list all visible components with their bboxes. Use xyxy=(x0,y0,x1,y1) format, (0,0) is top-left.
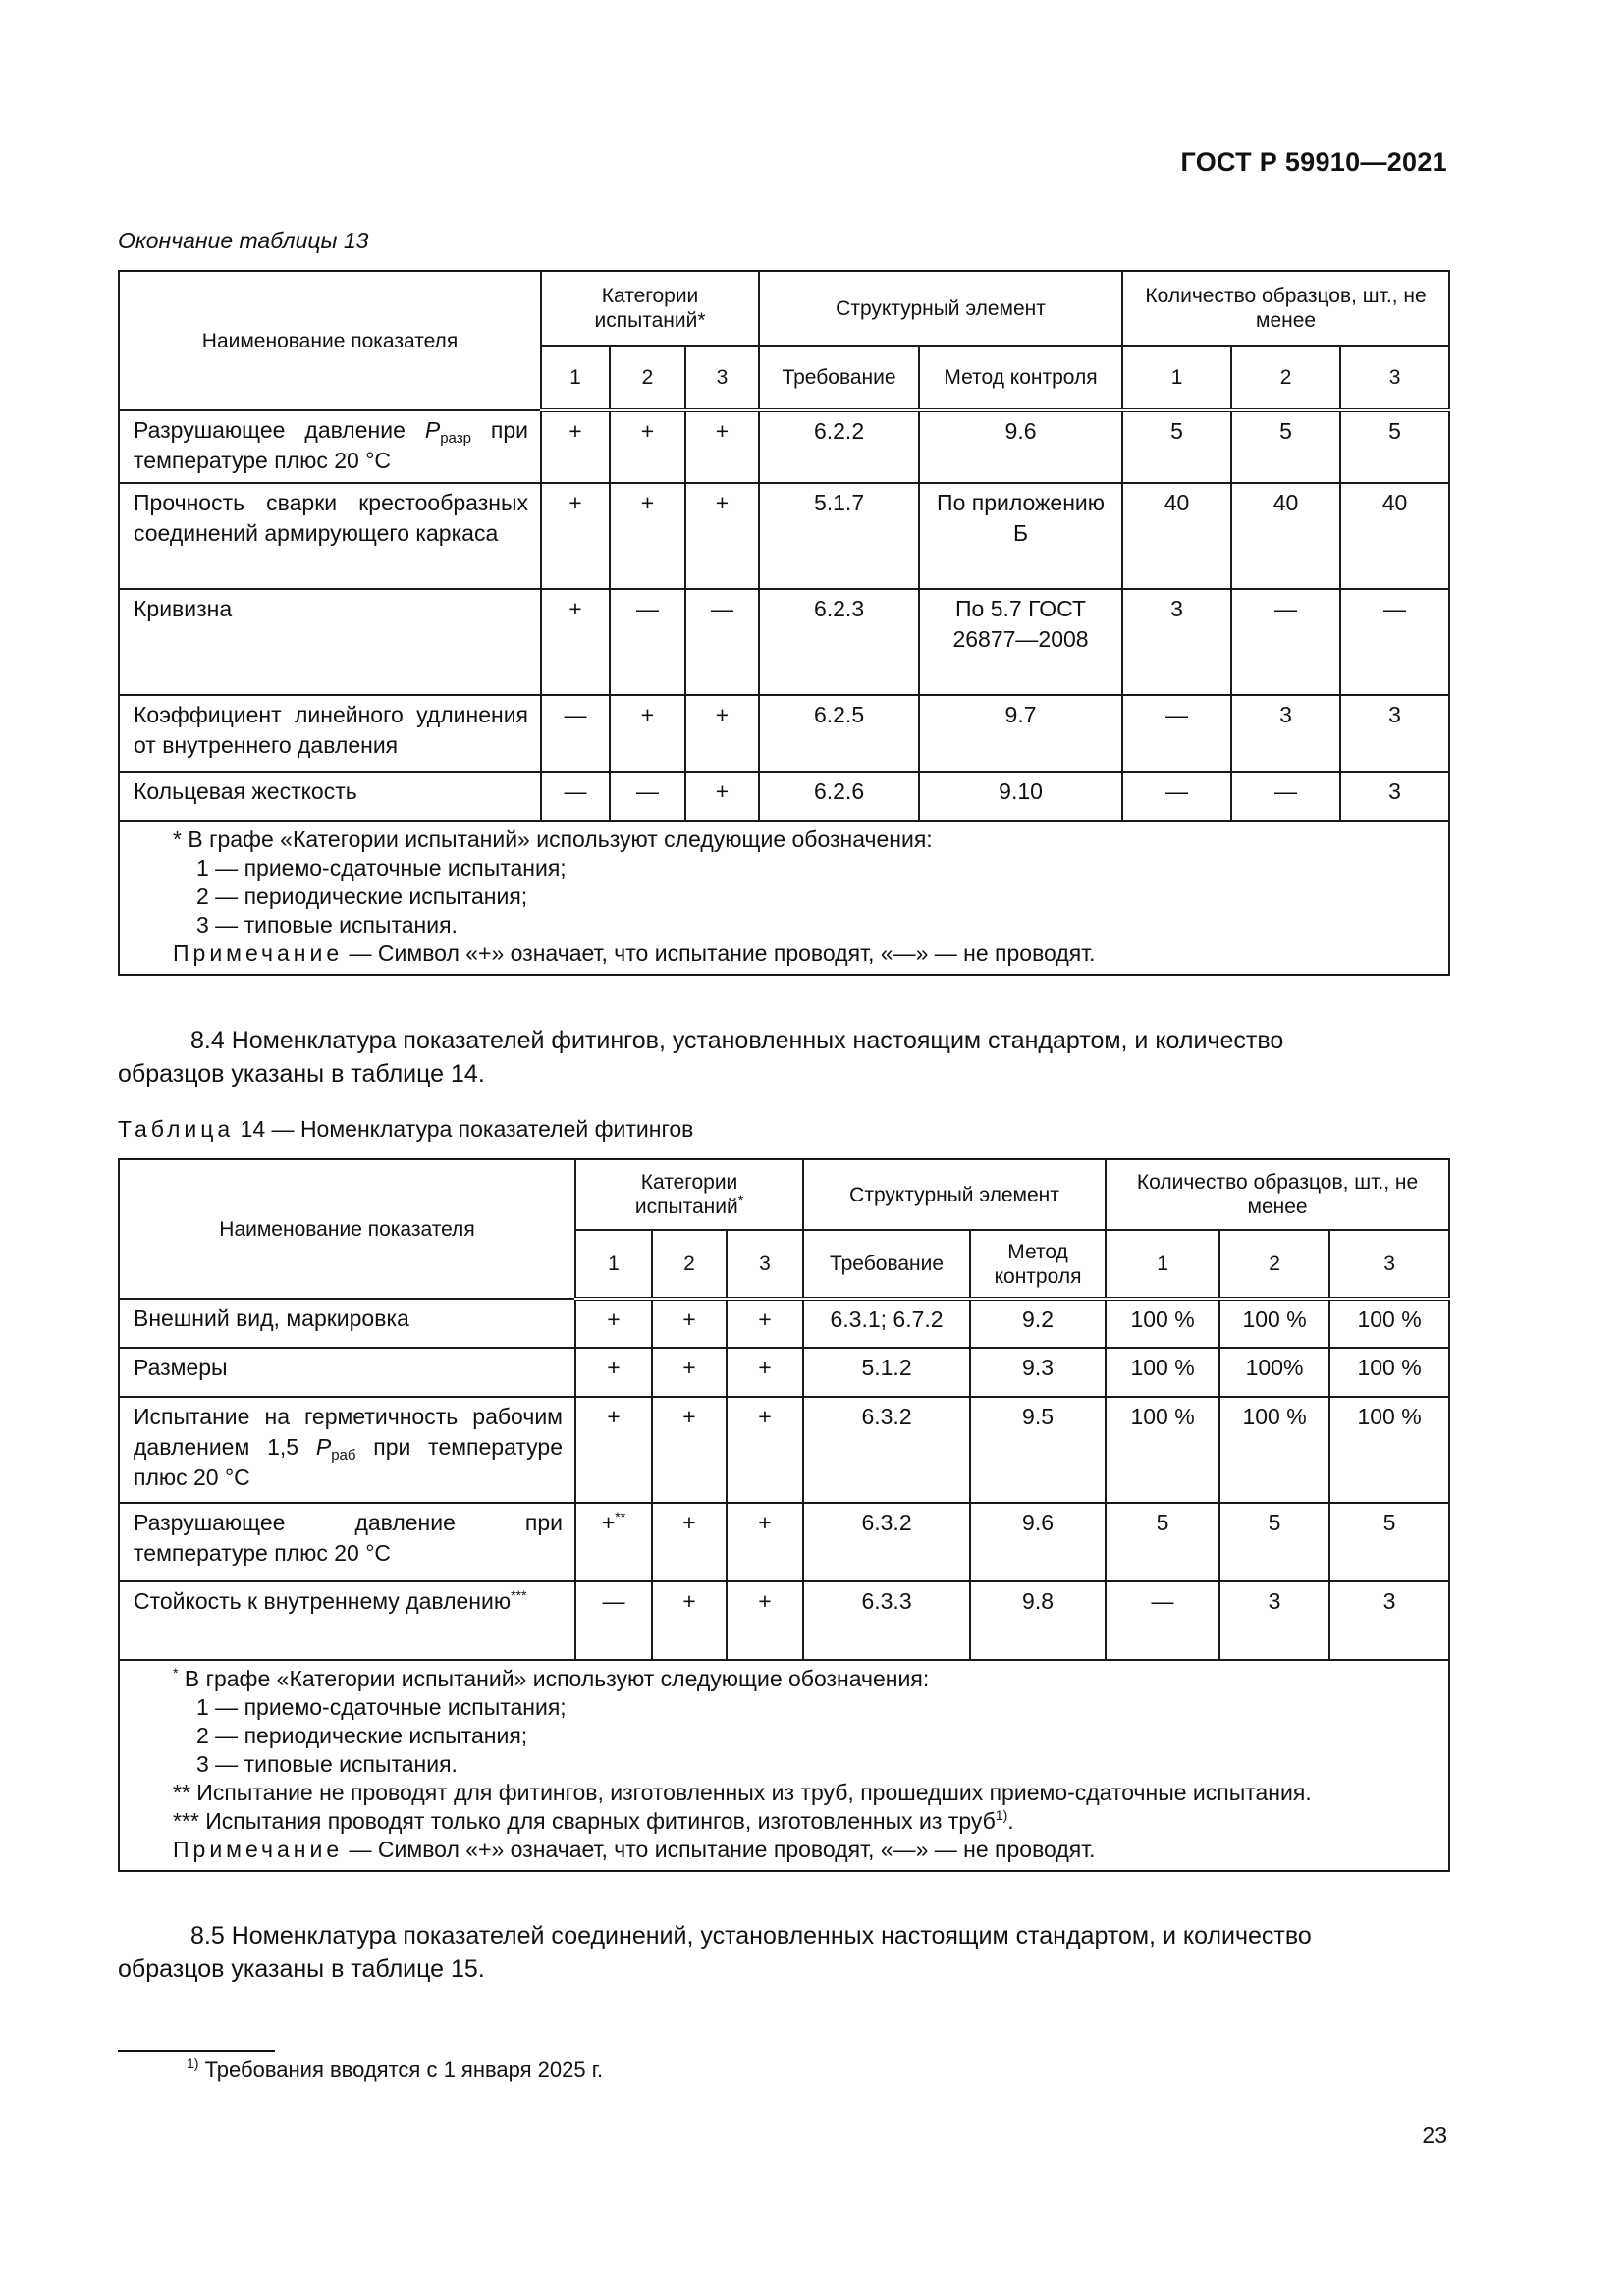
header-category-2: 2 xyxy=(652,1230,727,1299)
cell-samples-2: 5 xyxy=(1219,1503,1329,1581)
cell-category-2: + xyxy=(652,1299,727,1348)
cell-method: 9.2 xyxy=(970,1299,1106,1348)
cell-category-3: + xyxy=(685,410,759,483)
header-structural-element: Структурный элемент xyxy=(803,1159,1106,1230)
note-category-2: 2 — периодические испытания; xyxy=(196,883,528,909)
table-row xyxy=(119,589,1449,695)
document-standard-header: ГОСТ Р 59910—2021 xyxy=(1180,147,1447,177)
header-control-method: Метод контроля xyxy=(919,346,1122,410)
table14-notes xyxy=(119,1660,1449,1871)
cell-requirement: 6.2.6 xyxy=(759,772,919,821)
cell-category-2: + xyxy=(610,695,685,772)
cell-samples-1: 100 % xyxy=(1106,1397,1219,1503)
cell-category-3: + xyxy=(727,1503,803,1581)
footnote: $^{1)}$ Требования вводятся с 1 января 2025 г. xyxy=(187,2056,604,2082)
header-samples-3: 3 xyxy=(1340,346,1449,410)
note-symbol-meaning: Примечание — Символ «+» означает, что испытание проводят, «—» — не проводят. xyxy=(173,1837,1096,1862)
table13-caption: Окончание таблицы 13 xyxy=(118,228,369,253)
cell-category-2: + xyxy=(652,1397,727,1503)
header-test-categories: Категории испытаний* xyxy=(575,1159,803,1230)
table-row xyxy=(119,695,1449,772)
cell-samples-1: 5 xyxy=(1122,410,1231,483)
cell-samples-2: 3 xyxy=(1219,1581,1329,1660)
cell-category-2: + xyxy=(610,410,685,483)
cell-requirement: 6.2.3 xyxy=(759,589,919,695)
row-name: Разрушающее давление $P_{разр}$ при температуре плюс 20 °С xyxy=(119,410,541,483)
cell-category-2: + xyxy=(652,1348,727,1397)
cell-samples-1: 5 xyxy=(1106,1503,1219,1581)
header-samples-3: 3 xyxy=(1329,1230,1449,1299)
note-category-3: 3 — типовые испытания. xyxy=(196,1751,458,1777)
cell-samples-3: — xyxy=(1340,589,1449,695)
note-symbol-meaning: Примечание — Символ «+» означает, что испытание проводят, «—» — не проводят. xyxy=(173,940,1096,966)
note-triple-star: *** Испытания проводят только для сварных фитингов, изготовленных из труб$^{1)}$. xyxy=(173,1807,1014,1834)
cell-samples-1: — xyxy=(1122,772,1231,821)
cell-samples-1: 3 xyxy=(1122,589,1231,695)
cell-samples-2: 5 xyxy=(1231,410,1340,483)
paragraph-8-5: 8.5 Номенклатура показателей соединений, установленных настоящим стандартом, и количество образцов указаны в таблице 15. xyxy=(118,1922,1312,1983)
cell-category-2: + xyxy=(652,1503,727,1581)
table-13 xyxy=(118,270,1450,976)
row-name: Размеры xyxy=(119,1348,575,1397)
cell-category-1: — xyxy=(541,695,610,772)
cell-requirement: 5.1.2 xyxy=(803,1348,970,1397)
cell-samples-1: — xyxy=(1106,1581,1219,1660)
cell-samples-2: 3 xyxy=(1231,695,1340,772)
cell-requirement: 5.1.7 xyxy=(759,483,919,589)
cell-requirement: 6.2.5 xyxy=(759,695,919,772)
page-number: 23 xyxy=(1422,2122,1447,2148)
cell-samples-3: 100 % xyxy=(1329,1397,1449,1503)
table-row xyxy=(119,1581,1449,1660)
header-test-categories: Категории испытаний* xyxy=(541,271,759,346)
cell-category-2: + xyxy=(610,483,685,589)
cell-category-1: + xyxy=(541,483,610,589)
cell-samples-1: 40 xyxy=(1122,483,1231,589)
note-category-3: 3 — типовые испытания. xyxy=(196,912,458,937)
note-categories: * В графе «Категории испытаний» используют следующие обозначения: xyxy=(173,1665,930,1691)
cell-method: 9.3 xyxy=(970,1348,1106,1397)
cell-category-1: — xyxy=(541,772,610,821)
table-14 xyxy=(118,1158,1450,1872)
cell-samples-1: 100 % xyxy=(1106,1348,1219,1397)
note-category-1: 1 — приемо-сдаточные испытания; xyxy=(196,855,567,881)
table-row xyxy=(119,410,1449,483)
header-category-1: 1 xyxy=(575,1230,652,1299)
cell-category-1: + xyxy=(575,1348,652,1397)
cell-category-1: + xyxy=(541,589,610,695)
header-indicator-name: Наименование показателя xyxy=(119,1159,575,1299)
note-category-1: 1 — приемо-сдаточные испытания; xyxy=(196,1694,567,1720)
row-name: Стойкость к внутреннему давлению*** xyxy=(119,1581,575,1660)
table-notes-row xyxy=(119,821,1449,975)
cell-category-2: — xyxy=(610,772,685,821)
cell-method: 9.10 xyxy=(919,772,1122,821)
cell-samples-1: 100 % xyxy=(1106,1299,1219,1348)
cell-requirement: 6.3.1; 6.7.2 xyxy=(803,1299,970,1348)
cell-samples-3: 100 % xyxy=(1329,1348,1449,1397)
cell-samples-3: 5 xyxy=(1329,1503,1449,1581)
row-name: Разрушающее давление при температуре плюс 20 °С xyxy=(119,1503,575,1581)
cell-method: По 5.7 ГОСТ 26877—2008 xyxy=(919,589,1122,695)
cell-category-1: + xyxy=(575,1299,652,1348)
header-category-3: 3 xyxy=(685,346,759,410)
cell-samples-3: 3 xyxy=(1329,1581,1449,1660)
note-categories: * В графе «Категории испытаний» используют следующие обозначения: xyxy=(173,827,933,852)
note-category-2: 2 — периодические испытания; xyxy=(196,1723,528,1748)
table14-caption: Таблица 14 — Номенклатура показателей фитингов xyxy=(118,1116,694,1142)
footnote-divider xyxy=(118,2050,275,2052)
table-row xyxy=(119,772,1449,821)
cell-samples-2: 100 % xyxy=(1219,1397,1329,1503)
cell-category-3: + xyxy=(685,483,759,589)
note-double-star: ** Испытание не проводят для фитингов, изготовленных из труб, прошедших приемо-сдаточные испытания. xyxy=(173,1780,1312,1805)
header-requirement: Требование xyxy=(803,1230,970,1299)
cell-method: 9.5 xyxy=(970,1397,1106,1503)
cell-requirement: 6.2.2 xyxy=(759,410,919,483)
table-row xyxy=(119,1299,1449,1348)
header-control-method: Метод контроля xyxy=(970,1230,1106,1299)
row-name: Кольцевая жесткость xyxy=(119,772,541,821)
cell-samples-3: 3 xyxy=(1340,772,1449,821)
table-row xyxy=(119,1348,1449,1397)
cell-category-3: + xyxy=(685,695,759,772)
cell-method: По приложению Б xyxy=(919,483,1122,589)
paragraph-8-4: 8.4 Номенклатура показателей фитингов, установленных настоящим стандартом, и количество образцов указаны в таблице 14. xyxy=(118,1027,1284,1088)
header-sample-count: Количество образцов, шт., не менее xyxy=(1122,271,1449,346)
row-name: Испытание на герметичность рабочим давлением 1,5 $P_{раб}$ при температуре плюс 20 °С xyxy=(119,1397,575,1503)
cell-category-3: + xyxy=(685,772,759,821)
cell-category-3: + xyxy=(727,1299,803,1348)
cell-category-3: + xyxy=(727,1397,803,1503)
row-name: Внешний вид, маркировка xyxy=(119,1299,575,1348)
cell-samples-3: 3 xyxy=(1340,695,1449,772)
cell-method: 9.7 xyxy=(919,695,1122,772)
row-name: Прочность сварки крестообразных соединений армирующего каркаса xyxy=(119,483,541,589)
cell-samples-2: 100% xyxy=(1219,1348,1329,1397)
table-row xyxy=(119,1503,1449,1581)
cell-requirement: 6.3.2 xyxy=(803,1503,970,1581)
cell-category-2: — xyxy=(610,589,685,695)
cell-category-1: + xyxy=(541,410,610,483)
cell-samples-2: 40 xyxy=(1231,483,1340,589)
cell-samples-1: — xyxy=(1122,695,1231,772)
cell-samples-2: 100 % xyxy=(1219,1299,1329,1348)
header-samples-2: 2 xyxy=(1231,346,1340,410)
header-sample-count: Количество образцов, шт., не менее xyxy=(1106,1159,1449,1230)
header-samples-1: 1 xyxy=(1122,346,1231,410)
cell-category-3: + xyxy=(727,1348,803,1397)
header-category-2: 2 xyxy=(610,346,685,410)
table-notes-row xyxy=(119,1660,1449,1871)
cell-category-2: + xyxy=(652,1581,727,1660)
cell-samples-3: 40 xyxy=(1340,483,1449,589)
header-category-1: 1 xyxy=(541,346,610,410)
header-indicator-name: Наименование показателя xyxy=(119,271,541,410)
cell-samples-3: 5 xyxy=(1340,410,1449,483)
table-row xyxy=(119,1397,1449,1503)
row-name: Коэффициент линейного удлинения от внутреннего давления xyxy=(119,695,541,772)
header-category-3: 3 xyxy=(727,1230,803,1299)
cell-requirement: 6.3.2 xyxy=(803,1397,970,1503)
cell-category-3: — xyxy=(685,589,759,695)
cell-method: 9.8 xyxy=(970,1581,1106,1660)
cell-method: 9.6 xyxy=(970,1503,1106,1581)
cell-category-1: +** xyxy=(575,1503,652,1581)
table-row xyxy=(119,483,1449,589)
cell-samples-2: — xyxy=(1231,589,1340,695)
table13-notes xyxy=(119,821,1449,975)
header-structural-element: Структурный элемент xyxy=(759,271,1122,346)
cell-samples-3: 100 % xyxy=(1329,1299,1449,1348)
cell-category-3: + xyxy=(727,1581,803,1660)
cell-samples-2: — xyxy=(1231,772,1340,821)
header-requirement: Требование xyxy=(759,346,919,410)
cell-category-1: + xyxy=(575,1397,652,1503)
cell-method: 9.6 xyxy=(919,410,1122,483)
row-name: Кривизна xyxy=(119,589,541,695)
header-samples-2: 2 xyxy=(1219,1230,1329,1299)
cell-category-1: — xyxy=(575,1581,652,1660)
header-samples-1: 1 xyxy=(1106,1230,1219,1299)
cell-requirement: 6.3.3 xyxy=(803,1581,970,1660)
